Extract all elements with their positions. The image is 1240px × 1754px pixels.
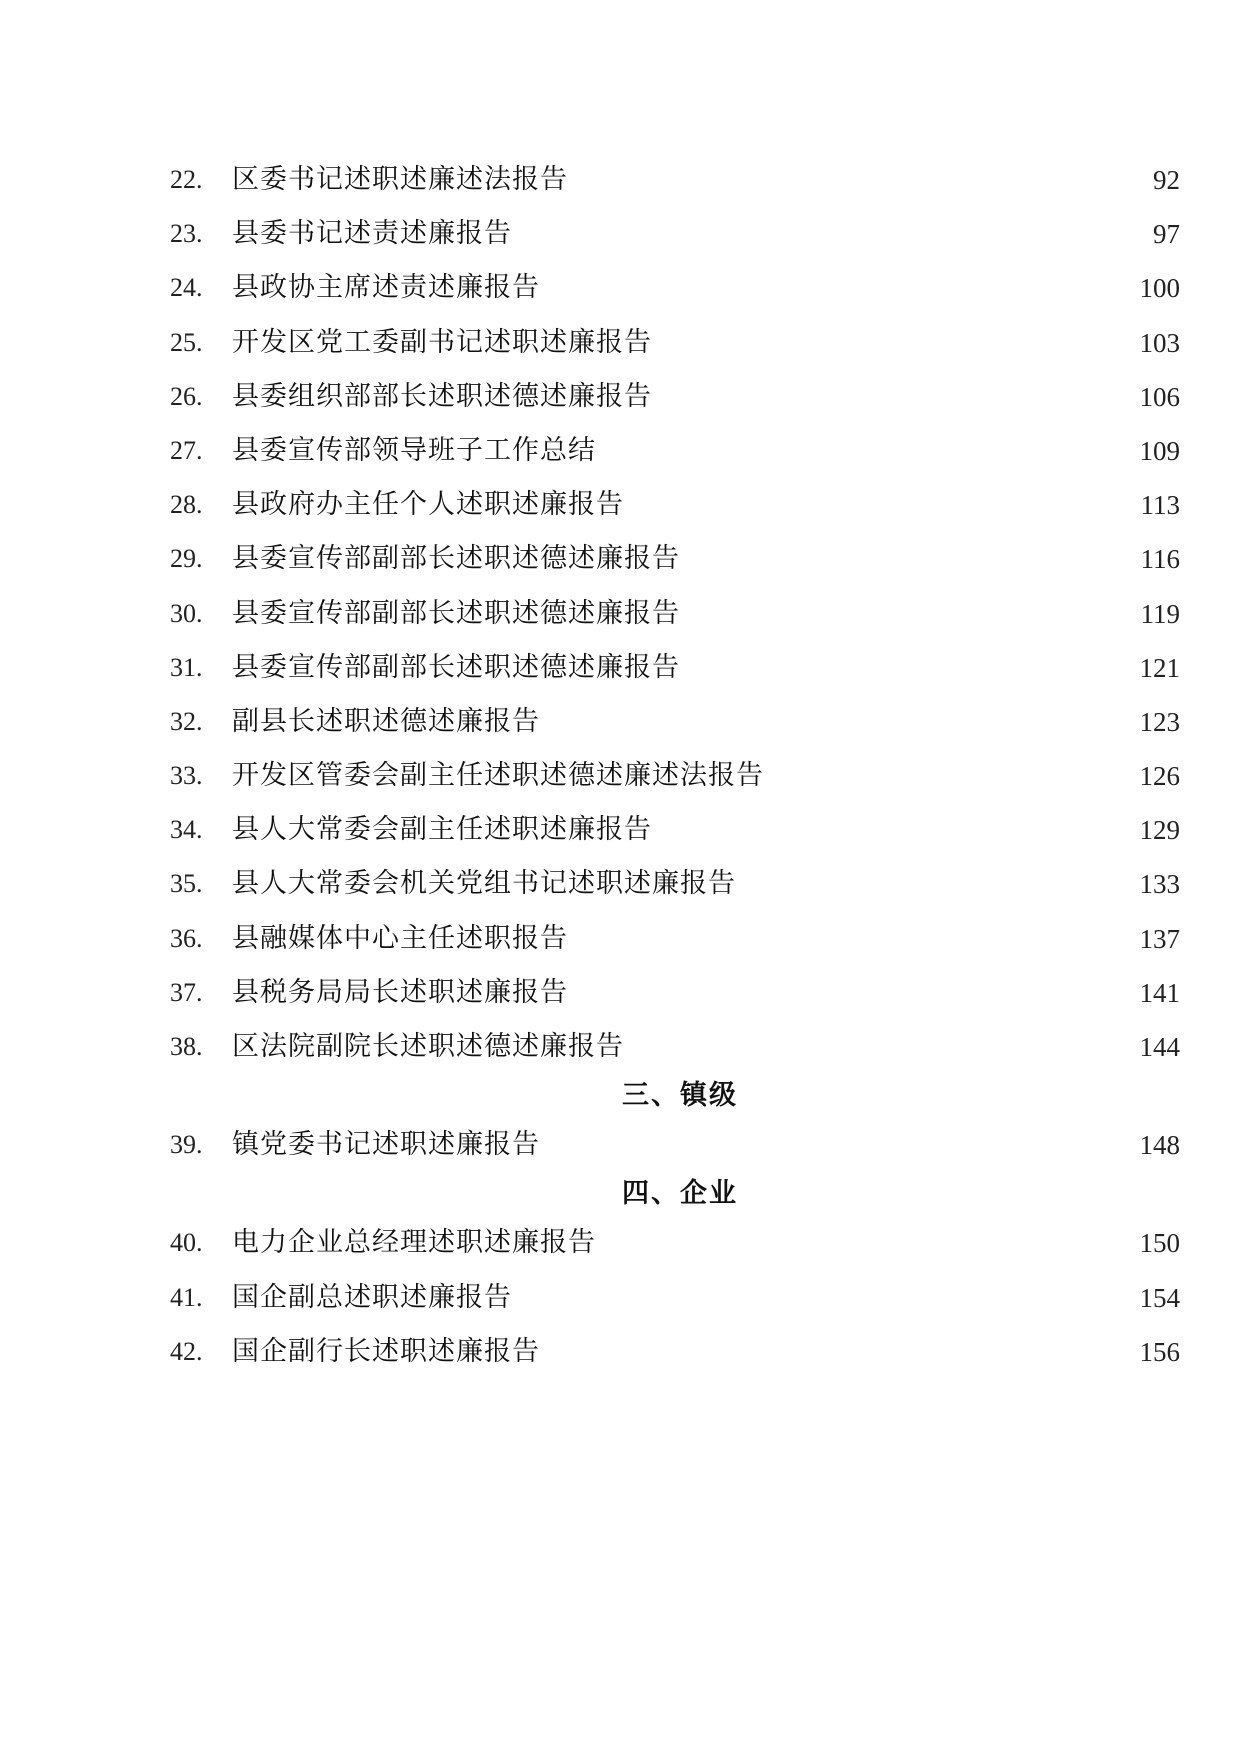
entry-page-number: 137 — [1139, 923, 1180, 954]
entry-title: 电力企业总经理述职述廉报告 — [232, 1227, 596, 1259]
toc-entry[interactable] — [170, 1118, 1180, 1172]
toc-entry[interactable] — [170, 207, 1180, 261]
entry-page-number: 141 — [1139, 977, 1180, 1008]
entry-title: 县委书记述责述廉报告 — [232, 218, 512, 250]
toc-entry[interactable] — [170, 370, 1180, 424]
entry-number: 32. — [170, 706, 203, 736]
entry-number: 25. — [170, 327, 203, 357]
toc-group-town — [170, 1118, 1180, 1172]
entry-page-number: 144 — [1139, 1032, 1180, 1062]
entry-title: 区法院副院长述职述德述廉报告 — [232, 1031, 624, 1062]
entry-title: 国企副行长述职述廉报告 — [232, 1335, 540, 1367]
entry-number: 30. — [170, 598, 203, 628]
entry-title: 县政府办主任个人述职述廉报告 — [232, 489, 624, 521]
toc-entry[interactable] — [170, 532, 1180, 586]
entry-title: 县政协主席述责述廉报告 — [232, 272, 540, 304]
toc-entry[interactable] — [170, 424, 1180, 478]
entry-number: 36. — [170, 923, 203, 953]
entry-title: 县委宣传部副部长述职述德述廉报告 — [232, 651, 680, 683]
entry-number: 33. — [170, 761, 203, 791]
entry-title: 县委宣传部副部长述职述德述廉报告 — [232, 543, 680, 575]
entry-number: 35. — [170, 869, 203, 899]
entry-number: 29. — [170, 544, 203, 574]
entry-title: 县税务局局长述职述廉报告 — [232, 976, 568, 1008]
entry-title: 开发区管委会副主任述职述德述廉述法报告 — [232, 760, 764, 792]
entry-page-number: 116 — [1140, 544, 1180, 575]
entry-title: 区委书记述职述廉述法报告 — [232, 164, 568, 195]
entry-number: 39. — [170, 1130, 203, 1160]
toc-entry[interactable] — [170, 587, 1180, 641]
entry-title: 镇党委书记述职述廉报告 — [232, 1129, 540, 1161]
entry-page-number: 126 — [1139, 761, 1180, 792]
toc-entry[interactable] — [170, 1271, 1180, 1325]
section-heading-enterprise: 四、企业 — [622, 1178, 738, 1210]
entry-page-number: 148 — [1139, 1130, 1180, 1161]
entry-page-number: 119 — [1140, 598, 1180, 629]
entry-number: 23. — [170, 219, 203, 249]
entry-title: 国企副总述职述廉报告 — [232, 1281, 512, 1313]
entry-number: 28. — [170, 490, 203, 520]
entry-number: 42. — [170, 1336, 203, 1366]
toc-entry[interactable] — [170, 966, 1180, 1020]
entry-title: 县委宣传部领导班子工作总结 — [232, 434, 596, 466]
toc-entry[interactable] — [170, 1020, 1180, 1074]
entry-title: 开发区党工委副书记述职述廉报告 — [232, 326, 652, 358]
entry-page-number: 97 — [1153, 219, 1180, 250]
toc-entry[interactable] — [170, 153, 1180, 207]
toc-entry[interactable] — [170, 857, 1180, 911]
toc-entry[interactable] — [170, 1216, 1180, 1270]
toc-entry[interactable] — [170, 316, 1180, 370]
entry-page-number: 103 — [1139, 327, 1180, 358]
entry-page-number: 121 — [1139, 652, 1180, 683]
entry-page-number: 113 — [1140, 490, 1180, 521]
entry-title: 县委宣传部副部长述职述德述廉报告 — [232, 597, 680, 629]
entry-number: 24. — [170, 273, 203, 303]
toc-group-enterprise — [170, 1216, 1180, 1379]
entry-title: 副县长述职述德述廉报告 — [232, 705, 540, 737]
entry-title: 县人大常委会副主任述职述廉报告 — [232, 814, 652, 846]
entry-title: 县融媒体中心主任述职报告 — [232, 922, 568, 954]
entry-title: 县委组织部部长述职述德述廉报告 — [232, 380, 652, 412]
toc-group-county — [170, 153, 1180, 1074]
entry-page-number: 150 — [1139, 1228, 1180, 1259]
entry-number: 40. — [170, 1228, 203, 1258]
entry-page-number: 156 — [1139, 1336, 1180, 1367]
toc-entry[interactable] — [170, 912, 1180, 966]
toc-entry[interactable] — [170, 803, 1180, 857]
entry-number: 31. — [170, 652, 203, 682]
entry-page-number: 92 — [1153, 165, 1180, 195]
toc-entry[interactable] — [170, 641, 1180, 695]
entry-page-number: 123 — [1139, 706, 1180, 737]
entry-number: 37. — [170, 977, 203, 1007]
section-heading-town-level: 三、镇级 — [622, 1080, 738, 1112]
entry-page-number: 154 — [1139, 1282, 1180, 1313]
toc-entry[interactable] — [170, 261, 1180, 315]
entry-number: 38. — [170, 1032, 203, 1061]
toc-entry[interactable] — [170, 749, 1180, 803]
table-of-contents — [170, 153, 1180, 1379]
entry-number: 22. — [170, 165, 203, 194]
entry-page-number: 109 — [1139, 435, 1180, 466]
entry-page-number: 100 — [1139, 273, 1180, 304]
entry-page-number: 133 — [1139, 869, 1180, 900]
toc-entry[interactable] — [170, 695, 1180, 749]
toc-entry[interactable] — [170, 478, 1180, 532]
entry-number: 27. — [170, 435, 203, 465]
entry-number: 41. — [170, 1282, 203, 1312]
entry-number: 26. — [170, 381, 203, 411]
entry-title: 县人大常委会机关党组书记述职述廉报告 — [232, 868, 736, 900]
entry-page-number: 129 — [1139, 815, 1180, 846]
entry-page-number: 106 — [1139, 381, 1180, 412]
entry-number: 34. — [170, 815, 203, 845]
toc-entry[interactable] — [170, 1325, 1180, 1379]
